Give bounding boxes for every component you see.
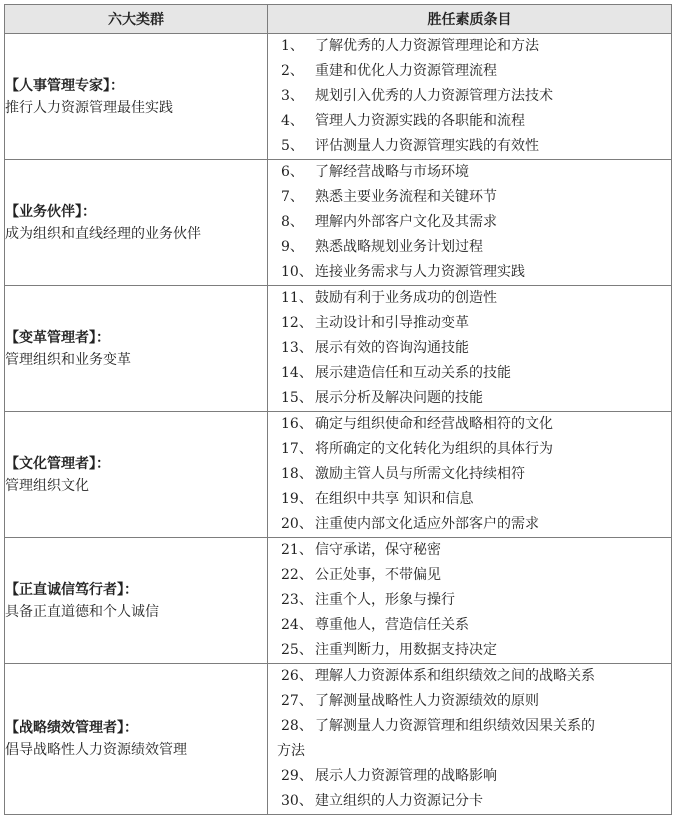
item-number: 1、	[281, 38, 304, 54]
item-number: 8、	[281, 214, 304, 230]
item-number: 10、	[281, 264, 313, 280]
list-item	[268, 185, 671, 210]
item-number: 14、	[281, 365, 313, 381]
item-number: 30、	[281, 793, 313, 809]
list-item	[268, 437, 671, 462]
item-text: 尊重他人，营造信任关系	[315, 617, 469, 633]
group-row	[5, 664, 672, 815]
item-text: 注重判断力，用数据支持决定	[315, 642, 497, 658]
item-text: 连接业务需求与人力资源管理实践	[315, 264, 525, 280]
list-item	[268, 538, 671, 563]
list-item	[268, 336, 671, 361]
header-items: 胜任素质条目	[268, 5, 672, 34]
items-cell	[268, 160, 672, 286]
group-description: 倡导战略性人力资源绩效管理	[5, 742, 187, 758]
group-title: 【文化管理者】：	[5, 455, 110, 472]
item-number: 16、	[281, 416, 313, 432]
item-text-continued: 方法	[277, 743, 305, 759]
item-number: 9、	[281, 239, 304, 255]
group-row	[5, 34, 672, 160]
item-text: 理解内外部客户文化及其需求	[315, 214, 497, 230]
group-row	[5, 412, 672, 538]
item-text: 信守承诺，保守秘密	[315, 542, 441, 558]
group-title: 【战略绩效管理者】：	[5, 720, 138, 736]
item-number: 27、	[281, 693, 313, 709]
items-cell	[268, 412, 672, 538]
item-number: 21、	[281, 542, 313, 558]
list-item	[268, 210, 671, 235]
group-description: 管理组织和业务变革	[5, 351, 131, 368]
list-item	[268, 664, 671, 689]
item-text: 主动设计和引导推动变革	[315, 315, 469, 331]
item-text: 展示建造信任和互动关系的技能	[315, 365, 511, 381]
list-item	[268, 361, 671, 386]
item-number: 18、	[281, 466, 313, 482]
items-cell	[268, 286, 672, 412]
list-item	[268, 789, 671, 814]
item-text: 规划引入优秀的人力资源管理方法技术	[315, 88, 553, 104]
list-item	[268, 764, 671, 789]
header-groups: 六大类群	[5, 5, 268, 34]
item-text: 管理人力资源实践的各职能和流程	[315, 113, 525, 129]
list-item	[268, 462, 671, 487]
item-text: 建立组织的人力资源记分卡	[315, 793, 483, 809]
group-description: 推行人力资源管理最佳实践	[5, 99, 173, 116]
item-text: 公正处事，不带偏见	[315, 567, 441, 583]
item-number: 25、	[281, 642, 313, 658]
table-body	[5, 34, 672, 815]
competency-table	[4, 4, 672, 815]
item-number: 5、	[281, 138, 304, 154]
item-number: 2、	[281, 63, 304, 79]
list-item	[268, 563, 671, 588]
list-item	[268, 260, 671, 285]
item-text: 展示人力资源管理的战略影响	[315, 768, 497, 784]
header-row	[5, 5, 672, 34]
item-number: 6、	[281, 164, 304, 180]
list-item	[268, 613, 671, 638]
group-row	[5, 160, 672, 286]
group-title: 【业务伙伴】：	[5, 203, 96, 220]
group-cell	[5, 538, 268, 664]
list-item	[268, 714, 671, 764]
item-number: 19、	[281, 491, 313, 507]
item-text: 展示分析及解决问题的技能	[315, 390, 483, 406]
item-number: 11、	[281, 290, 313, 306]
item-number: 23、	[281, 592, 313, 608]
items-cell	[268, 538, 672, 664]
item-number: 29、	[281, 768, 313, 784]
item-number: 22、	[281, 567, 313, 583]
list-item	[268, 109, 671, 134]
items-cell	[268, 34, 672, 160]
item-number: 26、	[281, 668, 313, 684]
group-description: 管理组织文化	[5, 477, 89, 494]
item-number: 20、	[281, 516, 313, 532]
group-cell	[5, 664, 268, 815]
item-text: 了解经营战略与市场环境	[315, 164, 469, 180]
list-item	[268, 487, 671, 512]
item-text: 重建和优化人力资源管理流程	[315, 63, 497, 79]
item-text: 注重个人，形象与操行	[315, 592, 455, 608]
item-text: 熟悉主要业务流程和关键环节	[315, 189, 497, 205]
list-item	[268, 689, 671, 714]
item-number: 28、	[281, 718, 313, 734]
group-cell	[5, 412, 268, 538]
group-description: 成为组织和直线经理的业务伙伴	[5, 225, 201, 242]
item-text: 理解人力资源体系和组织绩效之间的战略关系	[315, 668, 595, 684]
list-item	[268, 160, 671, 185]
group-title: 【变革管理者】：	[5, 329, 110, 346]
group-title: 【正直诚信笃行者】：	[5, 581, 138, 598]
item-number: 24、	[281, 617, 313, 633]
group-description: 具备正直道德和个人诚信	[5, 603, 159, 620]
group-cell	[5, 160, 268, 286]
item-text: 注重使内部文化适应外部客户的需求	[315, 516, 539, 532]
item-text: 评估测量人力资源管理实践的有效性	[315, 138, 539, 154]
group-row	[5, 286, 672, 412]
list-item	[268, 386, 671, 411]
list-item	[268, 412, 671, 437]
group-cell	[5, 34, 268, 160]
item-text: 确定与组织使命和经营战略相符的文化	[315, 416, 553, 432]
list-item	[268, 235, 671, 260]
item-number: 15、	[281, 390, 313, 406]
item-text: 展示有效的咨询沟通技能	[315, 340, 469, 356]
item-text: 在组织中共享 知识和信息	[315, 491, 474, 507]
item-number: 3、	[281, 88, 304, 104]
item-number: 17、	[281, 441, 313, 457]
item-text: 了解优秀的人力资源管理理论和方法	[315, 38, 539, 54]
group-title: 【人事管理专家】：	[5, 77, 124, 94]
list-item	[268, 134, 671, 159]
group-row	[5, 538, 672, 664]
list-item	[268, 588, 671, 613]
list-item	[268, 638, 671, 663]
item-text: 鼓励有利于业务成功的创造性	[315, 290, 497, 306]
list-item	[268, 286, 671, 311]
item-number: 4、	[281, 113, 304, 129]
list-item	[268, 34, 671, 59]
list-item	[268, 311, 671, 336]
list-item	[268, 84, 671, 109]
item-text: 了解测量人力资源管理和组织绩效因果关系的	[315, 718, 595, 734]
item-number: 13、	[281, 340, 313, 356]
items-cell	[268, 664, 672, 815]
list-item	[268, 59, 671, 84]
item-number: 7、	[281, 189, 304, 205]
item-text: 熟悉战略规划业务计划过程	[315, 239, 483, 255]
item-number: 12、	[281, 315, 313, 331]
item-text: 激励主管人员与所需文化持续相符	[315, 466, 525, 482]
item-text: 了解测量战略性人力资源绩效的原则	[315, 693, 539, 709]
list-item	[268, 512, 671, 537]
group-cell	[5, 286, 268, 412]
item-text: 将所确定的文化转化为组织的具体行为	[315, 441, 553, 457]
